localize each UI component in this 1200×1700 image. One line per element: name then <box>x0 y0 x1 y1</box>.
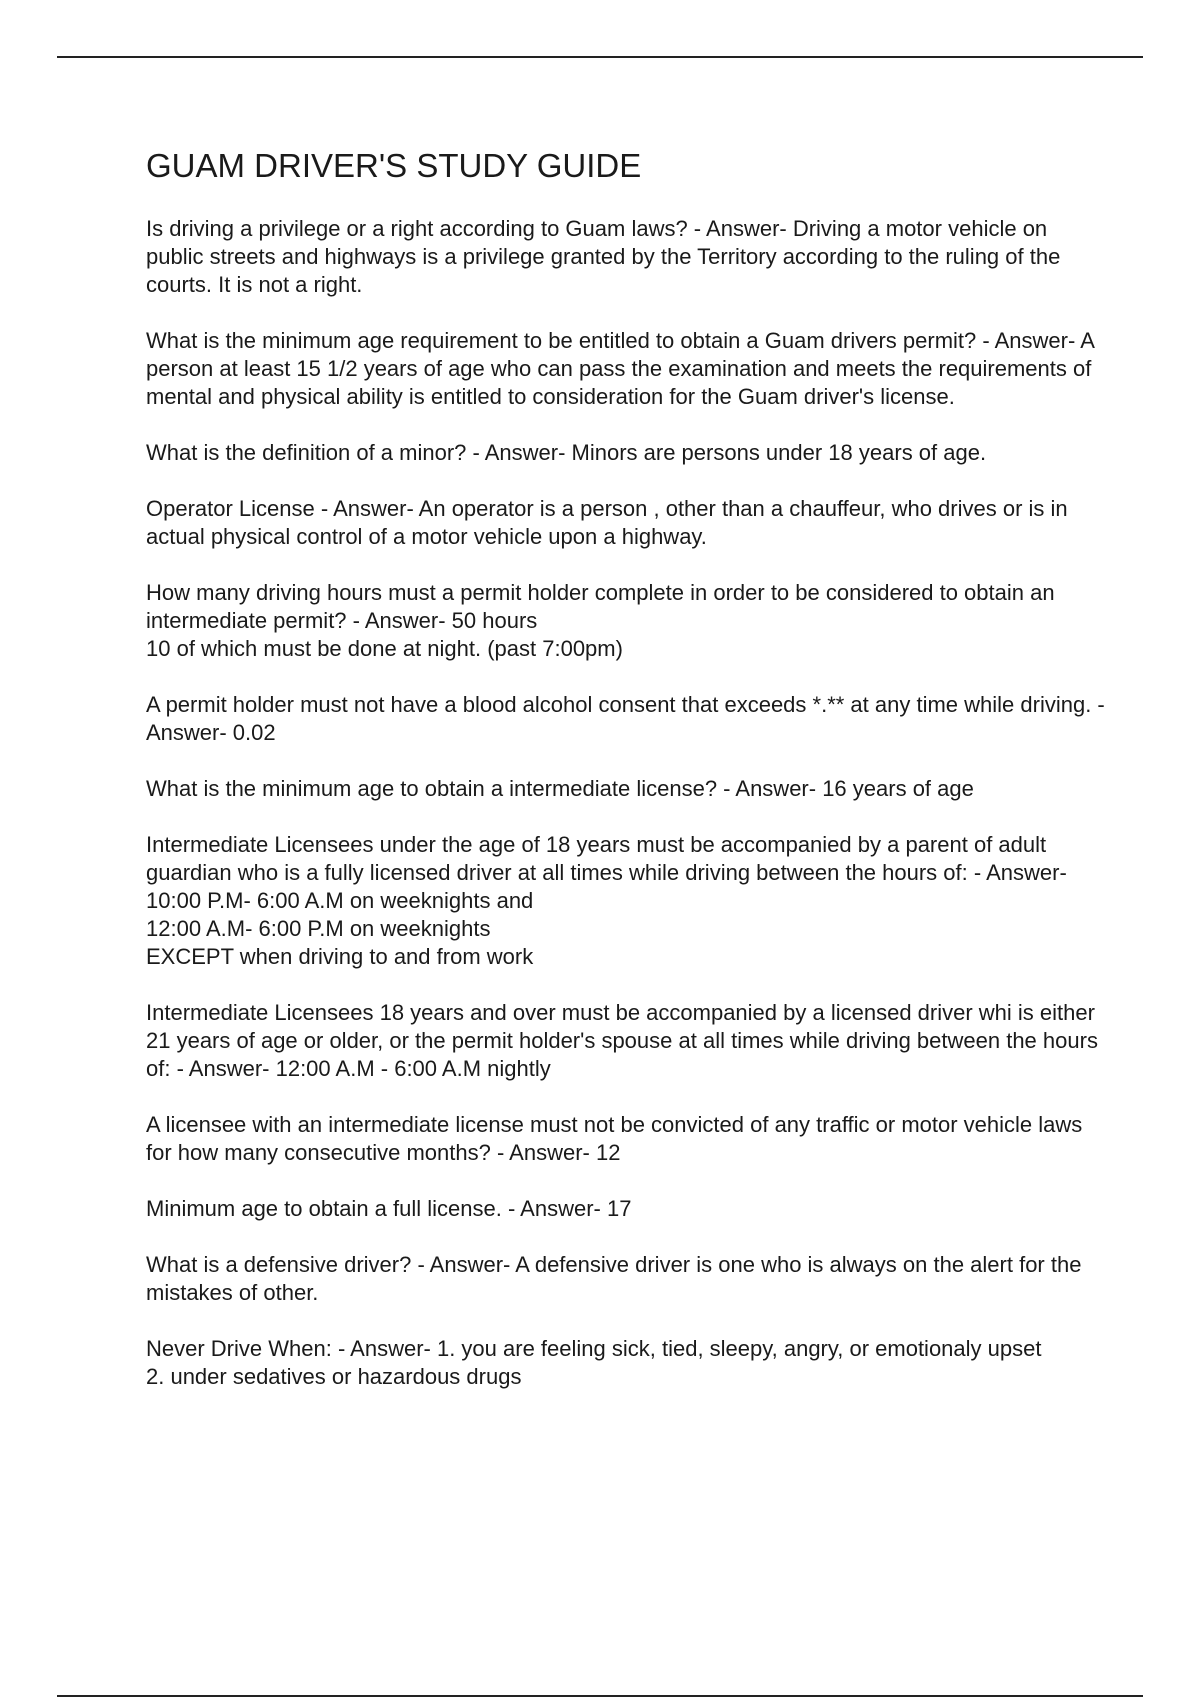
qa-entry: Intermediate Licensees 18 years and over must be accompanied by a licensed driver whi is either 21 years of age or older, or the permit holder's spouse at all times while driving between the hours of: - Answer- 12:00 A.M - 6:00 A.M nightly <box>146 1000 1098 1081</box>
qa-entry: What is the definition of a minor? - Answer- Minors are persons under 18 years of age. <box>146 440 987 465</box>
qa-entry: Never Drive When: - Answer- 1. you are feeling sick, tied, sleepy, angry, or emotionaly upset 2. under sedatives or hazardous drugs <box>146 1336 1042 1389</box>
qa-entry: What is the minimum age to obtain a intermediate license? - Answer- 16 years of age <box>146 776 974 801</box>
qa-entry: A licensee with an intermediate license must not be convicted of any traffic or motor vehicle laws for how many consecutive months? - Answer- 12 <box>146 1112 1083 1165</box>
qa-entry: How many driving hours must a permit holder complete in order to be considered to obtain an intermediate permit? - Answer- 50 hours 10 of which must be done at night. (past 7:00pm) <box>146 580 1055 661</box>
document-body <box>146 143 1106 1419</box>
qa-entry: A permit holder must not have a blood alcohol consent that exceeds *.** at any time while driving. - Answer- 0.02 <box>146 692 1105 745</box>
qa-entry: What is a defensive driver? - Answer- A defensive driver is one who is always on the alert for the mistakes of other. <box>146 1252 1082 1305</box>
qa-entry: Is driving a privilege or a right according to Guam laws? - Answer- Driving a motor vehicle on public streets and highways is a privilege granted by the Territory according to the ruling of the courts. It is not a right. <box>146 216 1061 297</box>
top-divider <box>57 56 1143 58</box>
qa-entry: Minimum age to obtain a full license. - Answer- 17 <box>146 1196 632 1221</box>
qa-entry: What is the minimum age requirement to be entitled to obtain a Guam drivers permit? - Answer- A person at least 15 1/2 years of age who can pass the examination and meets the requirements of mental and physical ability is entitled to consideration for the Guam driver's license. <box>146 328 1094 409</box>
page-title: GUAM DRIVER'S STUDY GUIDE <box>146 147 642 184</box>
qa-entry: Intermediate Licensees under the age of 18 years must be accompanied by a parent of adult guardian who is a fully licensed driver at all times while driving between the hours of: - Answer- 10:00 P.M- 6:00 A.M on weeknights and 12:00 A.M- 6:00 P.M on weeknights EXCEPT when driving to and from work <box>146 832 1067 969</box>
bottom-divider <box>57 1695 1143 1697</box>
qa-entry: Operator License - Answer- An operator is a person , other than a chauffeur, who drives or is in actual physical control of a motor vehicle upon a highway. <box>146 496 1068 549</box>
